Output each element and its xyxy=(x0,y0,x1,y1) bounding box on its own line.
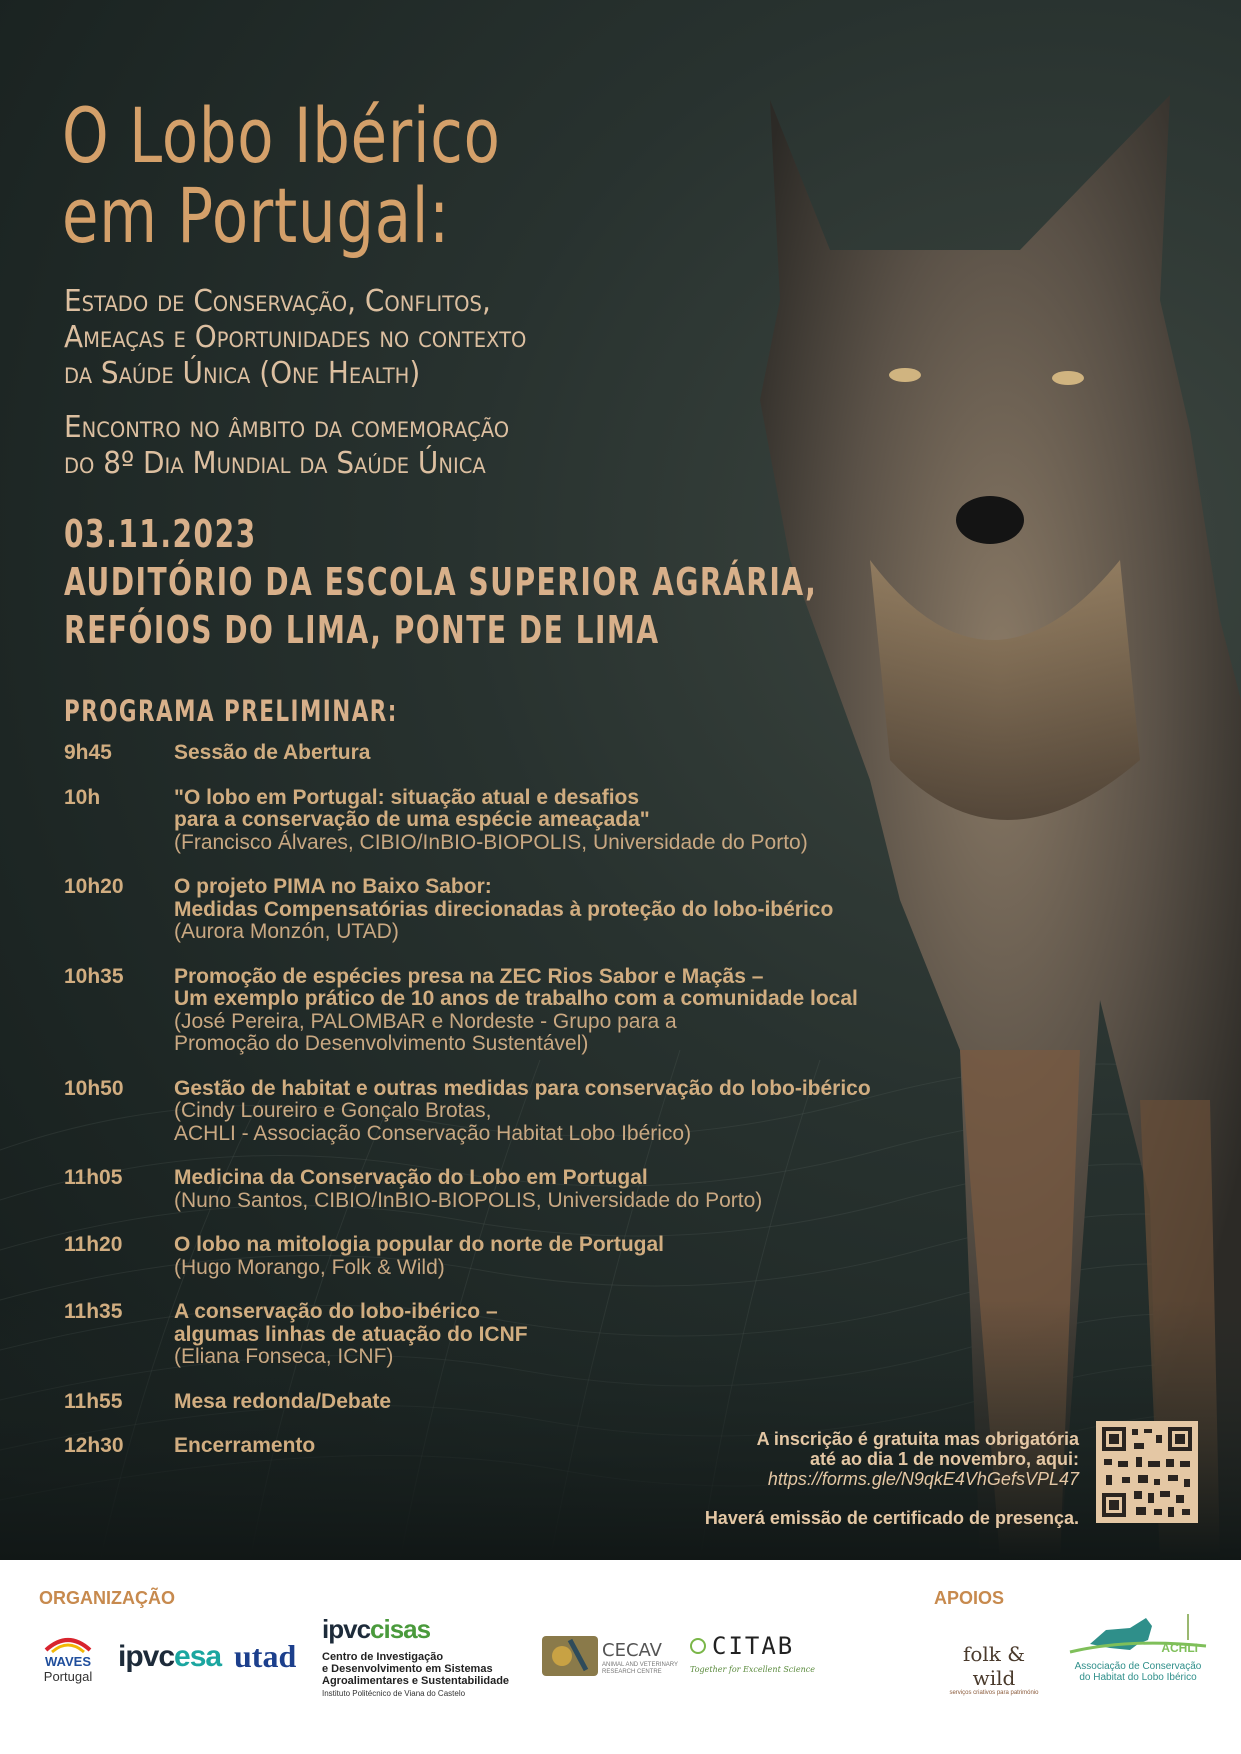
schedule-time: 10h50 xyxy=(64,1076,124,1100)
schedule-speaker: (Nuno Santos, CIBIO/InBIO-BIOPOLIS, Universidade do Porto) xyxy=(174,1188,763,1212)
schedule-talk-title: para a conservação de uma espécie ameaçada" xyxy=(174,808,650,831)
organizacao-label: ORGANIZAÇÃO xyxy=(39,1588,175,1608)
schedule-speaker: (José Pereira, PALOMBAR e Nordeste - Grupo para a xyxy=(174,1009,677,1033)
schedule-speaker: ACHLI - Associação Conservação Habitat Lobo Ibérico) xyxy=(174,1121,692,1145)
subtitle-line-2: Ameaças e Oportunidades no contexto xyxy=(64,320,527,355)
schedule-item xyxy=(64,876,994,944)
schedule-talk-title: Encerramento xyxy=(174,1434,316,1457)
schedule-speaker: (Eliana Fonseca, ICNF) xyxy=(174,1345,394,1368)
ipvc-esa-logo xyxy=(118,1640,221,1674)
schedule-details xyxy=(174,1167,762,1212)
apoios-label: APOIOS xyxy=(934,1588,1005,1608)
qr-code[interactable] xyxy=(1096,1421,1198,1523)
ipvc-cisas-logo-a: ipvc xyxy=(322,1614,371,1644)
cisas-line-2: e Desenvolvimento em Sistemas xyxy=(322,1663,493,1675)
event-context-line-2: do 8º Dia Mundial da Saúde Única xyxy=(64,446,486,481)
schedule-speaker: (Hugo Morango, Folk & Wild) xyxy=(174,1255,445,1279)
schedule-details xyxy=(174,1301,528,1369)
cecav-sub2: RESEARCH CENTRE xyxy=(602,1669,662,1675)
schedule-time: 12h30 xyxy=(64,1434,124,1457)
schedule-speaker: (Cindy Loureiro e Gonçalo Brotas, xyxy=(174,1099,492,1122)
event-date: 03.11.2023 xyxy=(64,512,257,556)
schedule-item xyxy=(64,966,994,1056)
schedule-details xyxy=(174,1391,391,1414)
wolf-eye-left xyxy=(889,368,921,382)
schedule-details xyxy=(174,1435,315,1458)
folk-and-wild-logo xyxy=(942,1642,1046,1696)
schedule-talk-title: algumas linhas de atuação do ICNF xyxy=(174,1322,528,1346)
program-title: PROGRAMA PRELIMINAR: xyxy=(64,694,398,728)
wolf-nose xyxy=(956,496,1024,544)
schedule-item xyxy=(64,742,994,765)
folk-and-wild-text: folk & wild xyxy=(962,1642,1026,1690)
citab-logo xyxy=(688,1630,815,1678)
schedule-talk-title: Gestão de habitat e outras medidas para conservação do lobo-ibérico xyxy=(174,1076,871,1100)
achli-line-1: Associação de Conservação xyxy=(1074,1661,1202,1672)
schedule-details xyxy=(174,787,808,855)
utad-logo: utad xyxy=(234,1638,297,1674)
schedule-speaker: (Aurora Monzón, UTAD) xyxy=(174,920,399,943)
ipvc-esa-logo-a: ipvc xyxy=(118,1640,175,1673)
schedule-item xyxy=(64,1078,994,1146)
schedule-time: 11h55 xyxy=(64,1389,123,1413)
schedule-item xyxy=(64,1167,994,1212)
schedule-talk-title: "O lobo em Portugal: situação atual e desafios xyxy=(174,785,640,809)
qr-code-icon xyxy=(1096,1421,1198,1523)
registration-line-1: A inscrição é gratuita mas obrigatória xyxy=(756,1429,1079,1449)
registration-line-2: até ao dia 1 de novembro, aqui: xyxy=(809,1449,1079,1469)
schedule-time: 10h35 xyxy=(64,964,124,988)
schedule-item xyxy=(64,1301,994,1369)
schedule-speaker: (Francisco Álvares, CIBIO/InBIO-BIOPOLIS, Universidade do Porto) xyxy=(174,830,808,854)
certificate-note: Haverá emissão de certificado de presença. xyxy=(704,1508,1079,1528)
achli-line-2: do Habitat do Lobo Ibérico xyxy=(1079,1672,1197,1683)
registration-info xyxy=(757,1429,1079,1489)
schedule-details xyxy=(174,1078,871,1146)
cisas-line-4: Instituto Politécnico de Viana do Castelo xyxy=(322,1689,466,1698)
ipvc-cisas-logo-b: cisas xyxy=(370,1614,431,1644)
schedule-time: 11h05 xyxy=(64,1166,123,1189)
cecav-sub1: ANIMAL AND VETERINARY xyxy=(602,1662,679,1668)
schedule-talk-title: Promoção de espécies presa na ZEC Rios Sabor e Maçãs – xyxy=(174,964,764,988)
schedule-time: 11h35 xyxy=(64,1300,123,1323)
event-context-line-1: Encontro no âmbito da comemoração xyxy=(64,410,510,445)
schedule-time: 11h20 xyxy=(64,1233,123,1256)
venue-line-1: AUDITÓRIO DA ESCOLA SUPERIOR AGRÁRIA, xyxy=(64,560,818,604)
schedule-item xyxy=(64,1234,994,1279)
ipvc-esa-logo-b: esa xyxy=(174,1640,222,1673)
citab-text: CITAB xyxy=(712,1632,795,1660)
schedule-details xyxy=(174,876,833,944)
venue-line-2: REFÓIOS DO LIMA, PONTE DE LIMA xyxy=(64,608,660,652)
waves-logo xyxy=(38,1628,98,1684)
program-schedule xyxy=(64,742,994,1480)
schedule-talk-title: O lobo na mitologia popular do norte de Portugal xyxy=(174,1233,664,1256)
citab-tagline: Together for Excellent Science xyxy=(690,1665,815,1674)
schedule-talk-title: Um exemplo prático de 10 anos de trabalho com a comunidade local xyxy=(174,987,858,1010)
schedule-speaker: Promoção do Desenvolvimento Sustentável) xyxy=(174,1032,589,1055)
schedule-time: 9h45 xyxy=(64,741,112,764)
folk-and-wild-tagline: serviços criativos para património xyxy=(949,1690,1039,1696)
schedule-time: 10h20 xyxy=(64,875,124,898)
schedule-item xyxy=(64,787,994,855)
schedule-talk-title: Sessão de Abertura xyxy=(174,741,371,764)
registration-link[interactable]: https://forms.gle/N9qkE4VhGefsVPL47 xyxy=(767,1469,1079,1489)
cisas-line-3: Agroalimentares e Sustentabilidade xyxy=(322,1675,510,1687)
schedule-talk-title: O projeto PIMA no Baixo Sabor: xyxy=(174,875,492,898)
subtitle xyxy=(64,284,526,392)
achli-logo xyxy=(1070,1610,1206,1683)
schedule-talk-title: A conservação do lobo-ibérico – xyxy=(174,1300,498,1323)
title-line-1: O Lobo Ibérico xyxy=(62,91,501,180)
waves-portugal-text: Portugal xyxy=(43,1669,93,1684)
page-title xyxy=(62,91,501,260)
cisas-line-1: Centro de Investigação xyxy=(322,1651,444,1663)
subtitle-line-3: da Saúde Única (One Health) xyxy=(64,356,421,391)
schedule-time: 10h xyxy=(64,785,101,809)
cecav-logo xyxy=(540,1630,679,1680)
subtitle-line-1: Estado de Conservação, Conflitos, xyxy=(64,284,491,319)
wolf-eye-right xyxy=(1052,371,1084,385)
schedule-talk-title: Medicina da Conservação do Lobo em Portugal xyxy=(174,1166,648,1189)
event-date-venue xyxy=(64,510,817,654)
cecav-text: CECAV xyxy=(602,1640,662,1661)
title-line-2: em Portugal: xyxy=(62,171,450,260)
event-context xyxy=(64,410,509,482)
waves-text: WAVES xyxy=(45,1654,91,1669)
ipvc-cisas-logo xyxy=(322,1614,522,1698)
schedule-item xyxy=(64,1391,994,1414)
schedule-talk-title: Medidas Compensatórias direcionadas à proteção do lobo-ibérico xyxy=(174,897,834,921)
schedule-details xyxy=(174,742,370,765)
schedule-details xyxy=(174,1234,664,1279)
achli-text: ACHLI xyxy=(1161,1641,1198,1655)
schedule-talk-title: Mesa redonda/Debate xyxy=(174,1389,392,1413)
schedule-details xyxy=(174,966,858,1056)
